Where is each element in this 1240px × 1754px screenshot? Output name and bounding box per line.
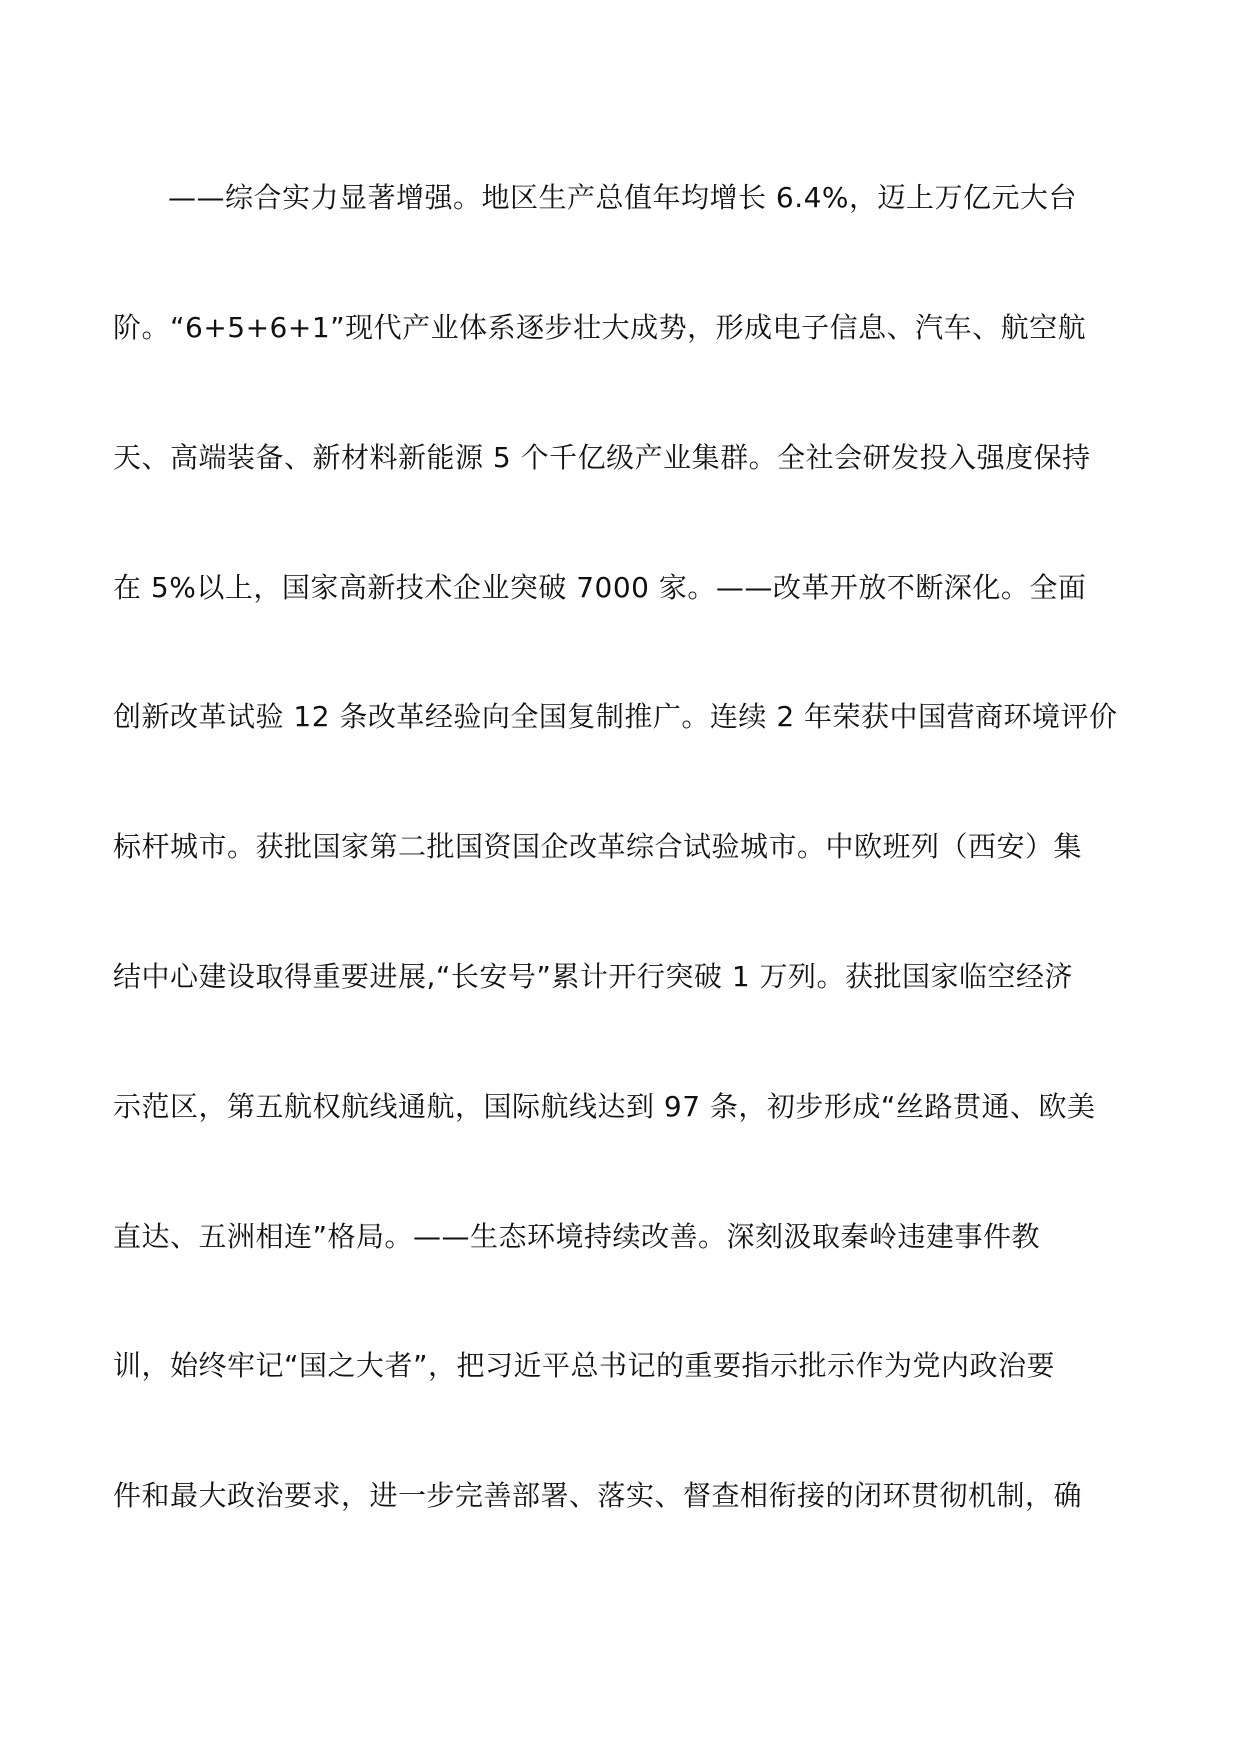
paragraph-line: 在 5%以上，国家高新技术企业突破 7000 家。——改革开放不断深化。全面 [113, 571, 1087, 604]
paragraph-line: 创新改革试验 12 条改革经验向全国复制推广。连续 2 年荣获中国营商环境评价 [113, 700, 1118, 733]
paragraph-line: 训，始终牢记“国之大者”，把习近平总书记的重要指示批示作为党内政治要 [113, 1349, 1056, 1382]
paragraph-line: 示范区，第五航权航线通航，国际航线达到 97 条，初步形成“丝路贯通、欧美 [113, 1090, 1096, 1123]
paragraph-line: 结中心建设取得重要进展,“长安号”累计开行突破 1 万列。获批国家临空经济 [113, 960, 1074, 993]
paragraph-line: 直达、五洲相连”格局。——生态环境持续改善。深刻汲取秦岭违建事件教 [113, 1220, 1041, 1253]
paragraph-line: 阶。“6+5+6+1”现代产业体系逐步壮大成势，形成电子信息、汽车、航空航 [113, 311, 1087, 344]
paragraph-line: 标杆城市。获批国家第二批国资国企改革综合试验城市。中欧班列（西安）集 [113, 830, 1083, 863]
paragraph-line: 件和最大政治要求，进一步完善部署、落实、督查相衔接的闭环贯彻机制，确 [113, 1479, 1083, 1512]
paragraph-line: 天、高端装备、新材料新能源 5 个千亿级产业集群。全社会研发投入强度保持 [113, 441, 1091, 474]
paragraph-line: ——综合实力显著增强。地区生产总值年均增长 6.4%，迈上万亿元大台 [168, 181, 1078, 214]
